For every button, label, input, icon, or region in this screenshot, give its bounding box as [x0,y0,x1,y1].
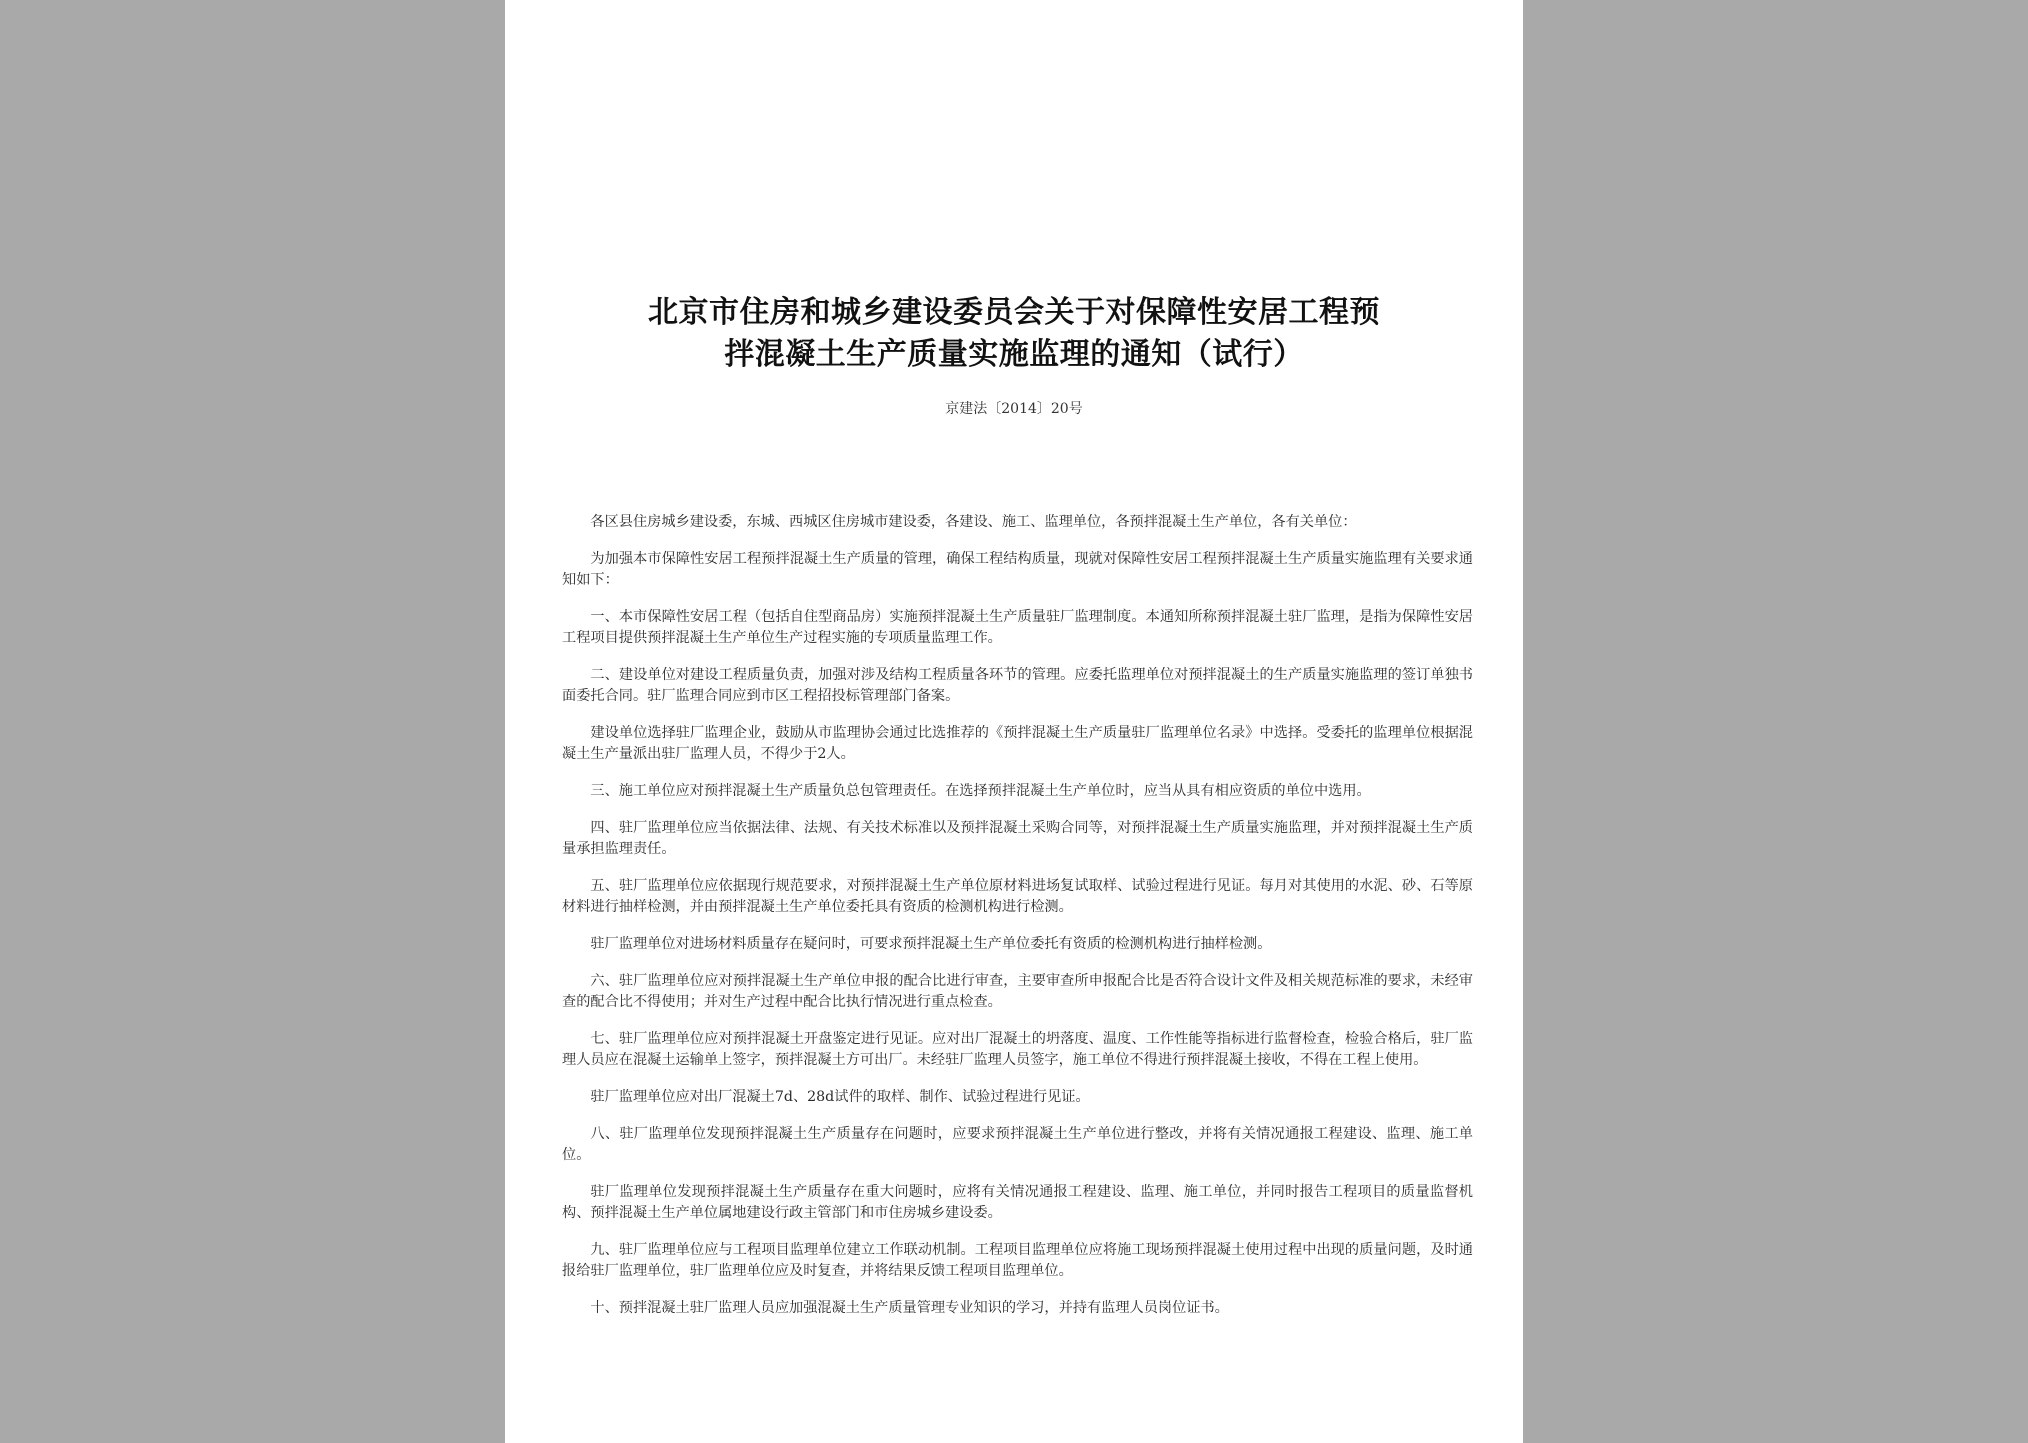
paragraph: 一、本市保障性安居工程（包括自住型商品房）实施预拌混凝土生产质量驻厂监理制度。本通知所称预拌混凝土驻厂监理，是指为保障性安居工程项目提供预拌混凝土生产单位生产过程实施的专项质量监理工作。 [562,609,1473,646]
paragraph: 驻厂监理单位发现预拌混凝土生产质量存在重大问题时，应将有关情况通报工程建设、监理、施工单位，并同时报告工程项目的质量监督机构、预拌混凝土生产单位属地建设行政主管部门和市住房城乡建设委。 [562,1184,1473,1221]
title-line-2: 拌混凝土生产质量实施监理的通知（试行） [724,337,1304,372]
paragraph: 七、驻厂监理单位应对预拌混凝土开盘鉴定进行见证。应对出厂混凝土的坍落度、温度、工作性能等指标进行监督检查，检验合格后，驻厂监理人员应在混凝土运输单上签字，预拌混凝土方可出厂。未经驻厂监理人员签字，施工单位不得进行预拌混凝土接收，不得在工程上使用。 [562,1031,1473,1068]
paragraph: 三、施工单位应对预拌混凝土生产质量负总包管理责任。在选择预拌混凝土生产单位时，应当从具有相应资质的单位中选用。 [590,783,1371,799]
paragraph: 四、驻厂监理单位应当依据法律、法规、有关技术标准以及预拌混凝土采购合同等，对预拌混凝土生产质量实施监理，并对预拌混凝土生产质量承担监理责任。 [562,820,1473,857]
paragraph: 各区县住房城乡建设委，东城、西城区住房城市建设委，各建设、施工、监理单位，各预拌混凝土生产单位，各有关单位： [590,514,1357,530]
paragraph: 十、预拌混凝土驻厂监理人员应加强混凝土生产质量管理专业知识的学习，并持有监理人员岗位证书。 [590,1300,1229,1316]
document-number: 京建法〔2014〕20号 [945,401,1083,417]
paragraph: 六、驻厂监理单位应对预拌混凝土生产单位申报的配合比进行审查，主要审查所申报配合比是否符合设计文件及相关规范标准的要求，未经审查的配合比不得使用；并对生产过程中配合比执行情况进行重点检查。 [562,973,1473,1010]
paragraph: 八、驻厂监理单位发现预拌混凝土生产质量存在问题时，应要求预拌混凝土生产单位进行整改，并将有关情况通报工程建设、监理、施工单位。 [562,1126,1473,1163]
paragraph: 九、驻厂监理单位应与工程项目监理单位建立工作联动机制。工程项目监理单位应将施工现场预拌混凝土使用过程中出现的质量问题，及时通报给驻厂监理单位，驻厂监理单位应及时复查，并将结果反馈工程项目监理单位。 [562,1242,1473,1279]
paragraph: 建设单位选择驻厂监理企业，鼓励从市监理协会通过比选推荐的《预拌混凝土生产质量驻厂监理单位名录》中选择。受委托的监理单位根据混凝土生产量派出驻厂监理人员，不得少于2人。 [562,725,1473,762]
page-title [505,292,1523,376]
paragraph: 驻厂监理单位对进场材料质量存在疑问时，可要求预拌混凝土生产单位委托有资质的检测机构进行抽样检测。 [590,936,1272,952]
paragraph: 驻厂监理单位应对出厂混凝土7d、28d试件的取样、制作、试验过程进行见证。 [590,1089,1090,1105]
paragraph: 五、驻厂监理单位应依据现行规范要求，对预拌混凝土生产单位原材料进场复试取样、试验过程进行见证。每月对其使用的水泥、砂、石等原材料进行抽样检测，并由预拌混凝土生产单位委托具有资质的检测机构进行检测。 [562,878,1473,915]
document-page [505,0,1523,1443]
title-line-1: 北京市住房和城乡建设委员会关于对保障性安居工程预 [648,295,1380,330]
document-body [562,512,1473,1335]
paragraph: 为加强本市保障性安居工程预拌混凝土生产质量的管理，确保工程结构质量，现就对保障性安居工程预拌混凝土生产质量实施监理有关要求通知如下： [562,551,1473,588]
paragraph: 二、建设单位对建设工程质量负责，加强对涉及结构工程质量各环节的管理。应委托监理单位对预拌混凝土的生产质量实施监理的签订单独书面委托合同。驻厂监理合同应到市区工程招投标管理部门备案。 [562,667,1473,704]
